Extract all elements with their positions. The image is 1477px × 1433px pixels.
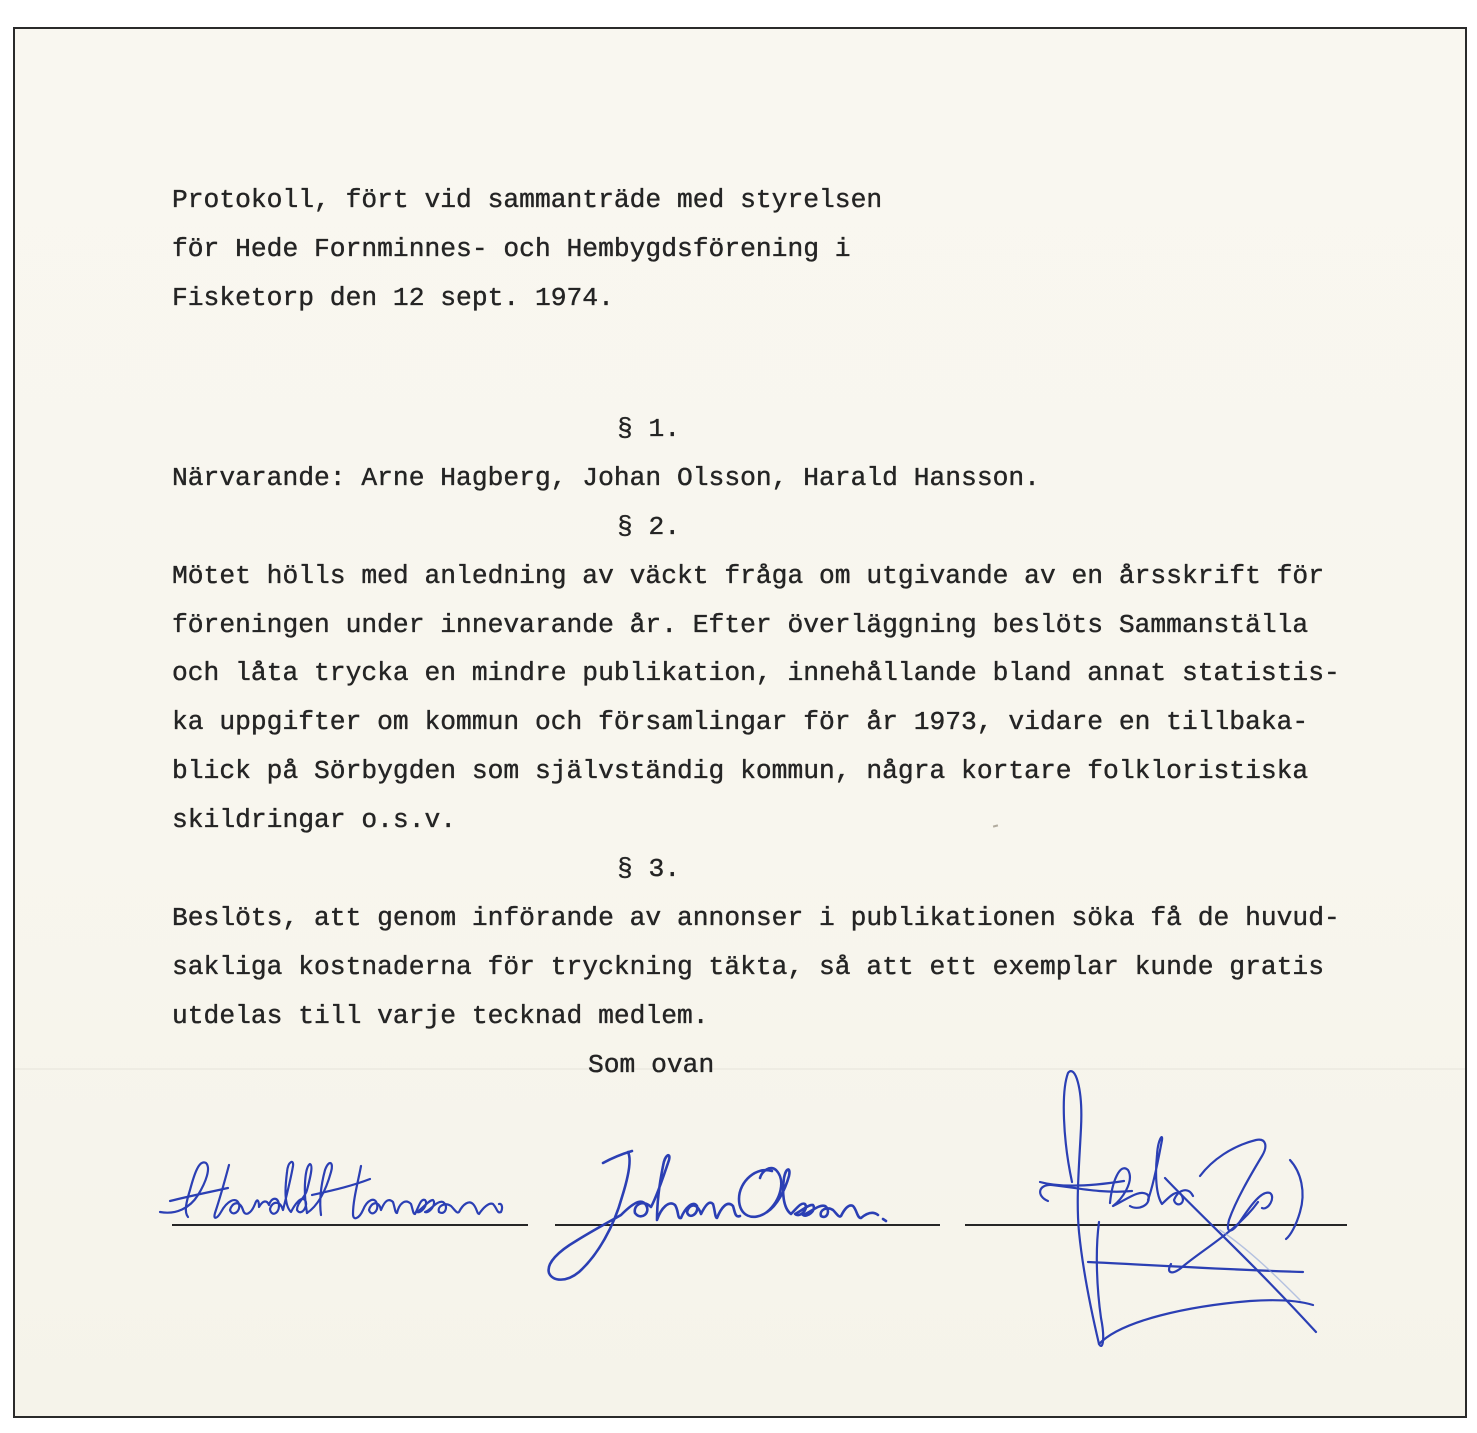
- section-mark-2: § 2.: [617, 511, 681, 542]
- section-2-line: och låta trycka en mindre publikation, innehållande bland annat statistis-: [172, 658, 1340, 689]
- section-3-line: utdelas till varje tecknad medlem.: [172, 1000, 709, 1031]
- section-2-line: föreningen under innevarande år. Efter överläggning beslöts Sammanställa: [172, 609, 1309, 640]
- section-mark-1: § 1.: [617, 414, 681, 444]
- section-2-line: skildringar o.s.v.: [172, 805, 457, 836]
- minutes-header: [172, 176, 882, 323]
- section-3-line: sakliga kostnaderna för tryckning täkta, så att ett exemplar kunde gratis: [172, 951, 1324, 982]
- section-2-line: ka uppgifter om kommun och församlingar för år 1973, vidare en tillbaka-: [172, 707, 1309, 738]
- section-2-line: blick på Sörbygden som självständig kommun, några kortare folkloristiska: [172, 756, 1309, 787]
- closing-text: Som ovan: [588, 1049, 715, 1080]
- section-3-line: Beslöts, att genom införande av annonser i publikationen söka få de huvud-: [172, 902, 1340, 933]
- minutes-body: [172, 405, 1340, 1089]
- header-line: Fisketorp den 12 sept. 1974.: [172, 283, 614, 313]
- signature-line-1: [172, 1224, 528, 1226]
- section-2-line: Mötet hölls med anledning av väckt fråga om utgivande av en årsskrift för: [172, 560, 1324, 591]
- signature-line-3: [965, 1224, 1347, 1226]
- header-line: Protokoll, fört vid sammanträde med styrelsen: [172, 185, 883, 215]
- section-1-line: Närvarande: Arne Hagberg, Johan Olsson, Harald Hansson.: [172, 462, 1040, 493]
- header-line: för Hede Fornminnes- och Hembygdsförening i: [172, 234, 851, 264]
- signature-line-2: [555, 1224, 940, 1226]
- section-mark-3: § 3.: [617, 854, 681, 885]
